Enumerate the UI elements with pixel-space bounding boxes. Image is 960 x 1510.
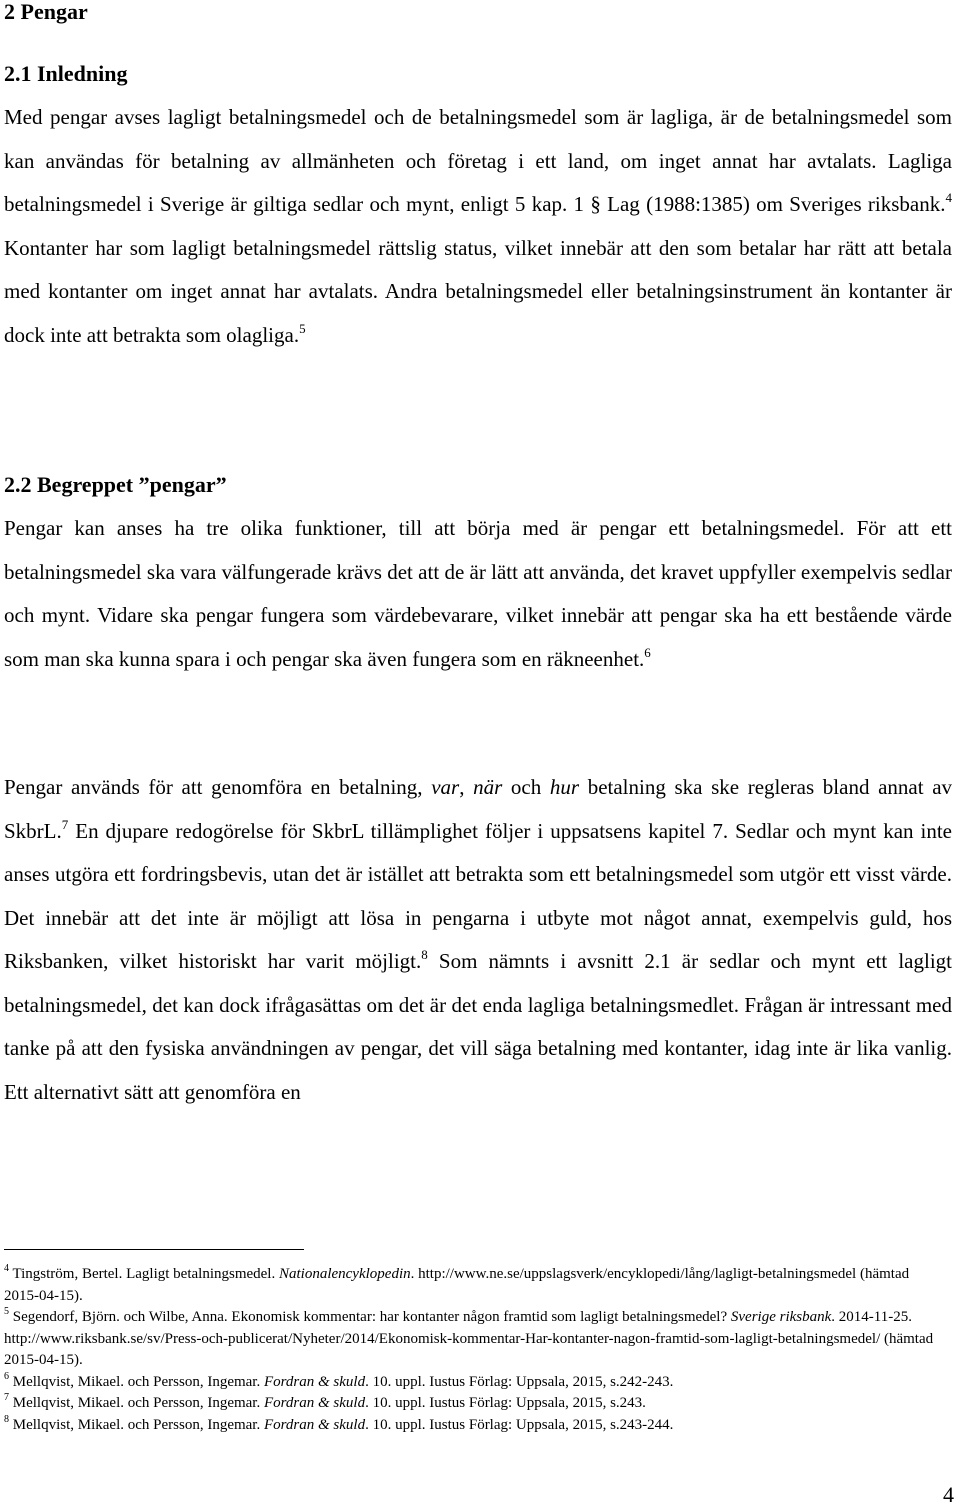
footnote-source-title: Sverige riksbank (730, 1309, 832, 1325)
footnote-text: . 10. uppl. Iustus Förlag: Uppsala, 2015, s.243-244. (365, 1416, 674, 1433)
footnote-text: Mellqvist, Mikael. och Persson, Ingemar. (9, 1395, 264, 1411)
footnote-link[interactable]: . 2014-11-25. http://www.riksbank.se/sv/Press-och-publicerat/Nyheter/2014/Ekonomisk-kommentar-Har-kontanter-nagon-framtid-som-lagligt-betalningsmedel/ (hämtad 2015-04-15). (4, 1309, 934, 1368)
footnote-ref-6[interactable]: 6 (644, 644, 651, 660)
footnote-text: Tingström, Bertel. Lagligt betalningsmedel. (9, 1266, 279, 1282)
footnote-5 (4, 1307, 944, 1372)
footnote-link[interactable]: . http://www.ne.se/uppslagsverk/encyklopedi/lång/lagligt-betalningsmedel (hämtad 2015-04-15). (4, 1266, 910, 1304)
paragraph-text: och (502, 775, 550, 799)
footnote-ref-7[interactable]: 7 (61, 816, 69, 832)
paragraph-text: Kontanter har som lagligt betalningsmedel rättslig status, vilket innebär att den som betalar har rätt att betala med kontanter om inget annat har avtalats. Andra betalningsmedel eller betalningsinstrument än kontanter är dock inte att betrakta som olagliga. (4, 235, 952, 347)
paragraph-text: betalning ska ske regleras bland annat av SkbrL. (4, 775, 953, 843)
paragraph-functions (4, 507, 952, 681)
footnote-6 (4, 1372, 944, 1394)
footnote-text: . 10. uppl. Iustus Förlag: Uppsala, 2015, s.243. (365, 1395, 646, 1411)
footnote-number: 5 (4, 1306, 9, 1317)
footnote-ref-5[interactable]: 5 (299, 320, 306, 336)
footnote-source-title: Fordran & skuld (263, 1395, 366, 1411)
paragraph-text: Pengar kan anses ha tre olika funktioner, till att börja med är pengar ett betalningsmedel. För att ett betalningsmedel ska vara välfungerade krävs det att de är lätt att använda, det kravet uppfyller exempelvis sedlar och mynt. Vidare ska pengar fungera som värdebevarare, vilket innebär att pengar ska ha ett bestående värde som man ska kunna spara i och pengar ska även fungera som en räkneenhet. (4, 516, 952, 671)
footnote-text: Mellqvist, Mikael. och Persson, Ingemar. (9, 1373, 264, 1390)
page-number: 4 (943, 1482, 954, 1507)
emphasis-hur: hur (549, 775, 580, 799)
footnote-4 (4, 1264, 944, 1307)
footnotes (4, 1264, 944, 1436)
emphasis-nar: när (473, 775, 503, 799)
footnote-7 (4, 1393, 944, 1415)
footnote-text: . 10. uppl. Iustus Förlag: Uppsala, 2015, s.242-243. (365, 1373, 674, 1390)
footnote-number: 6 (4, 1370, 9, 1382)
footnote-number: 8 (4, 1413, 9, 1425)
footnote-source-title: Fordran & skuld (263, 1373, 366, 1390)
paragraph-text: Med pengar avses lagligt betalningsmedel och de betalningsmedel som är lagliga, är de betalningsmedel som kan användas för betalning av allmänheten och företag i ett land, om inget annat har avtalats. Lagliga betalningsmedel i Sverige är giltiga sedlar och mynt, enligt 5 kap. 1 § Lag (1988:1385) om Sveriges riksbank. (4, 105, 952, 216)
footnote-text: Mellqvist, Mikael. och Persson, Ingemar. (9, 1416, 264, 1433)
paragraph-intro (4, 96, 952, 357)
paragraph-text: Som nämnts i avsnitt 2.1 är sedlar och mynt ett lagligt betalningsmedel, det kan dock ifrågasättas om det är det enda lagliga betalningsmedlet. Frågan är intressant med tanke på att den fysiska användningen av pengar, det vill säga betalning med kontanter, idag inte är lika vanlig. Ett alternativt sätt att genomföra en (4, 949, 953, 1104)
section-heading-2-2: 2.2 Begreppet ”pengar” (4, 472, 227, 497)
footnote-text: Segendorf, Björn. och Wilbe, Anna. Ekonomisk kommentar: har kontanter någon framtid som lagligt betalningsmedel? (9, 1309, 731, 1325)
paragraph-payment (4, 766, 952, 1114)
emphasis-var: var (431, 775, 460, 799)
paragraph-text: , (459, 775, 474, 799)
footnote-source-title: Fordran & skuld (263, 1416, 366, 1433)
chapter-heading: 2 Pengar (4, 0, 88, 24)
paragraph-text: En djupare redogörelse för SkbrL tillämplighet följer i uppsatsens kapitel 7. Sedlar och mynt kan inte anses utgöra ett fordringsbevis, utan det är istället att betrakta som ett betalningsmedel som utgör ett visst värde. Det innebär att det inte är möjligt att lösa in pengarna i utbyte mot något annat, exempelvis guld, hos Riksbanken, vilket historiskt har varit möjligt. (4, 818, 952, 973)
footnote-8 (4, 1415, 944, 1437)
footnote-number: 4 (4, 1263, 9, 1274)
paragraph-text: Pengar används för att genomföra en betalning, (4, 775, 432, 799)
footnote-separator (4, 1249, 304, 1250)
footnote-ref-4[interactable]: 4 (945, 190, 952, 205)
footnote-ref-8[interactable]: 8 (421, 947, 428, 962)
section-heading-2-1: 2.1 Inledning (4, 61, 128, 86)
footnote-source-title: Nationalencyklopedin (278, 1266, 411, 1282)
footnote-number: 7 (4, 1392, 9, 1403)
